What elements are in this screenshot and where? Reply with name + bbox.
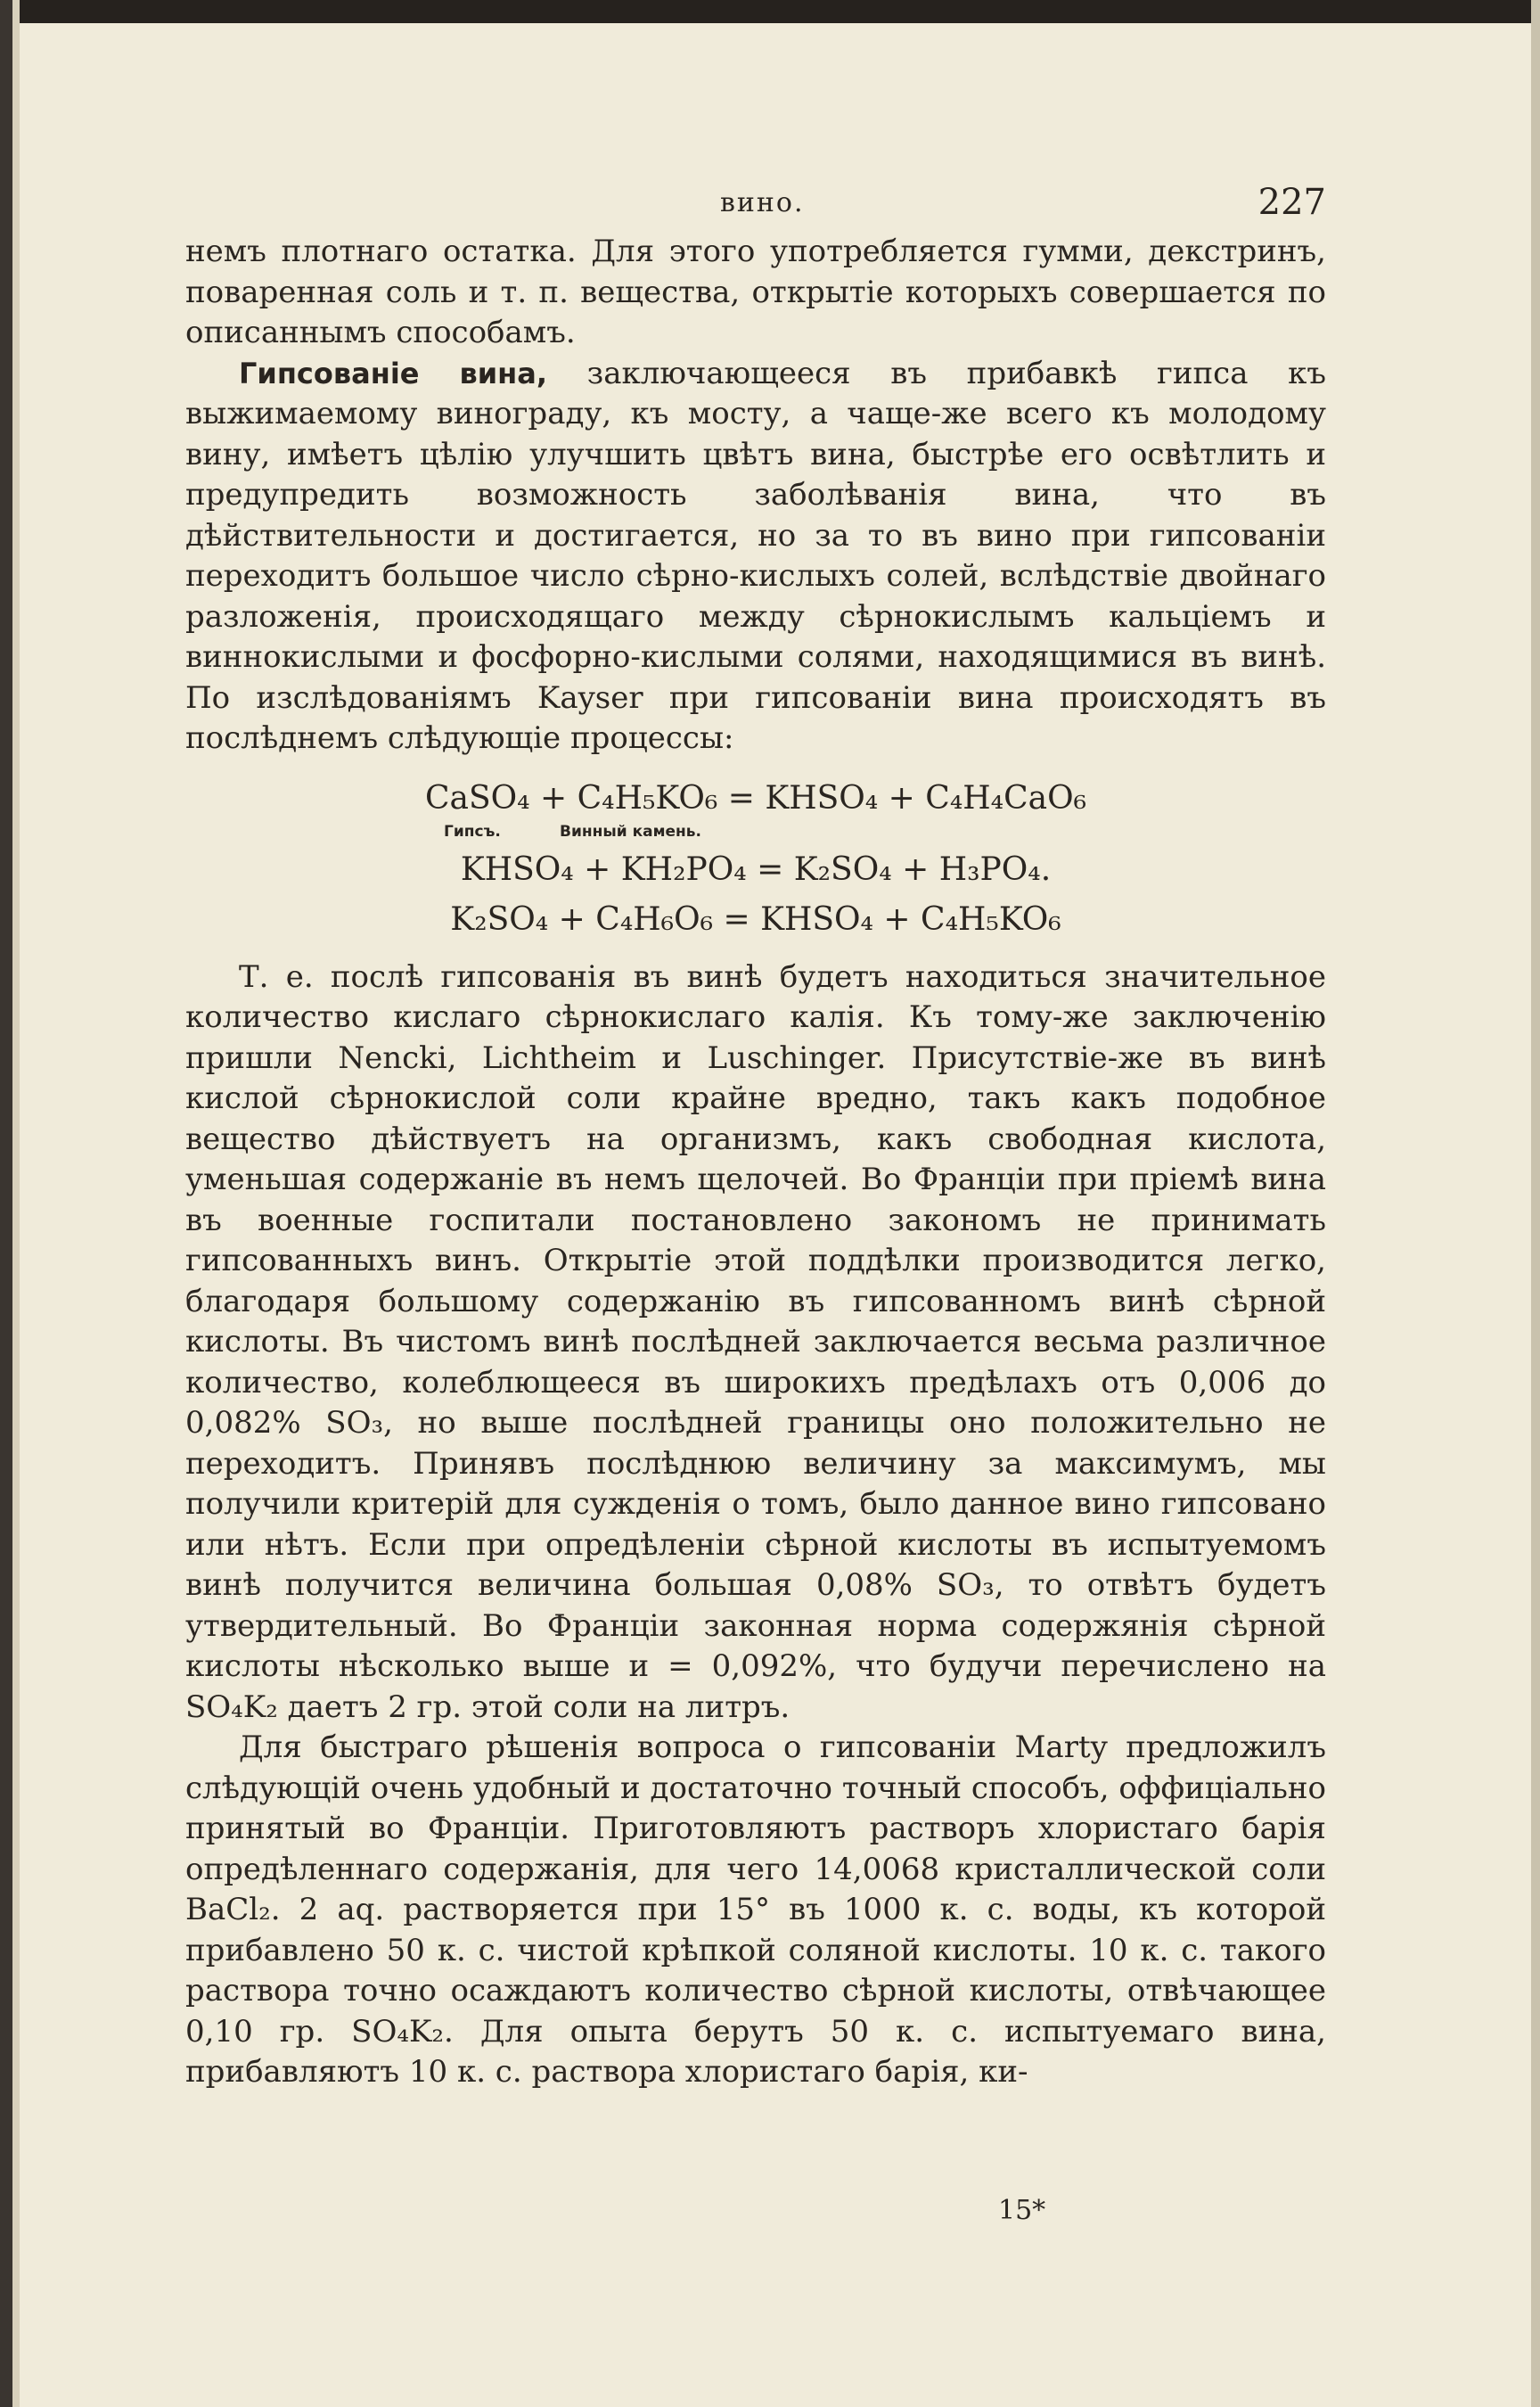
book-page [185,178,1326,2093]
chemical-equations [185,779,1326,945]
equation-1: CaSO₄ + C₄H₅KO₆ = KHSO₄ + C₄H₄CaO₆ [424,779,1087,817]
scan-top-edge [0,0,1540,23]
scan-right-edge [1531,0,1540,2407]
page-number: 227 [1257,182,1326,223]
paragraph-continuation: немъ плотнаго остатка. Для этого употребляется гумми, декстринъ, поваренная соль и т. п. вещества, открытіе которыхъ совершается по описаннымъ способамъ. [185,234,1326,350]
scan-left-edge [0,0,12,2407]
label-gypsum: Гипсъ. [444,822,501,841]
paragraph-marty-method: Для быстраго рѣшенія вопроса о гипсованіи Marty предложилъ слѣдующій очень удобный и достаточно точный способъ, оффиціально принятый во Франціи. Приготовляютъ растворъ хлористаго барія опредѣленнаго содержанія, для чего 14,0068 кристаллической соли BaCl₂. 2 aq. растворяется при 15° въ 1000 к. с. воды, къ которой прибавлено 50 к. с. чистой крѣпкой соляной кислоты. 10 к. с. такого раствора точно осаждаютъ количество сѣрной кислоты, отвѣчающее 0,10 гр. SO₄K₂. Для опыта берутъ 50 к. с. испытуемаго вина, прибавляютъ 10 к. с. раствора хлористаго барія, ки- [185,1729,1326,2090]
label-tartar: Винный камень. [560,822,701,841]
equation-3: K₂SO₄ + C₄H₆O₆ = KHSO₄ + C₄H₅KO₆ [450,900,1061,938]
running-header [185,178,1326,232]
signature-mark: 15* [998,2195,1046,2226]
scan-left-margin [12,0,20,2407]
term-gypsum: Гипсованіе вина, [239,356,548,390]
paragraph-gypsum-text: заключающееся въ прибавкѣ гипса къ выжимаемому винограду, къ мосту, а чаще-же всего къ молодому вину, имѣетъ цѣлію улучшить цвѣтъ вина, быстрѣе его освѣтлить и предупредить возможность заболѣванія вина, что въ дѣйствительности и достигается, но за то въ вино при гипсованіи переходитъ большое число сѣрно-кислыхъ солей, вслѣдствіе двойнаго разложенія, происходящаго между сѣрнокислымъ кальціемъ и виннокислыми и фосфорно-кислыми солями, находящимися въ винѣ. По изслѣдованіямъ Kayser при гипсованіи вина происходятъ въ послѣднемъ слѣдующіе процессы: [185,355,1327,756]
equation-2: KHSO₄ + KH₂PO₄ = K₂SO₄ + H₃PO₄. [460,850,1052,888]
paragraph-consequences: Т. е. послѣ гипсованія въ винѣ будетъ находиться значительное количество кислаго сѣрнокислаго калія. Къ тому-же заключенію пришли Nencki, Lichtheim и Luschinger. Присутствіе-же въ винѣ кислой сѣрнокислой соли крайне вредно, такъ какъ подобное вещество дѣйствуетъ на организмъ, какъ свободная кислота, уменьшая содержаніе въ немъ щелочей. Во Франціи при пріемѣ вина въ военные госпитали постановлено закономъ не принимать гипсованныхъ винъ. Открытіе этой поддѣлки производится легко, благодаря большому содержанію въ гипсованномъ винѣ сѣрной кислоты. Въ чистомъ винѣ послѣдней заключается весьма различное количество, колеблющееся въ широкихъ предѣлахъ отъ 0,006 до 0,082% SO₃, но выше послѣдней границы оно положительно не переходитъ. Принявъ послѣднюю величину за максимумъ, мы получили критерій для сужденія о томъ, было данное вино гипсовано или нѣтъ. Если при опредѣленіи сѣрной кислоты въ испытуемомъ винѣ получится величина большая 0,08% SO₃, то отвѣтъ будетъ утвердительный. Во Франціи законная норма содержянія сѣрной кислоты нѣсколько выше и = 0,092%, что будучи перечислено на SO₄K₂ даетъ 2 гр. этой соли на литръ. [185,958,1326,1725]
equation-1-labels [185,818,1326,845]
running-title: вино. [720,187,805,218]
paragraph-gypsum [185,354,1326,760]
